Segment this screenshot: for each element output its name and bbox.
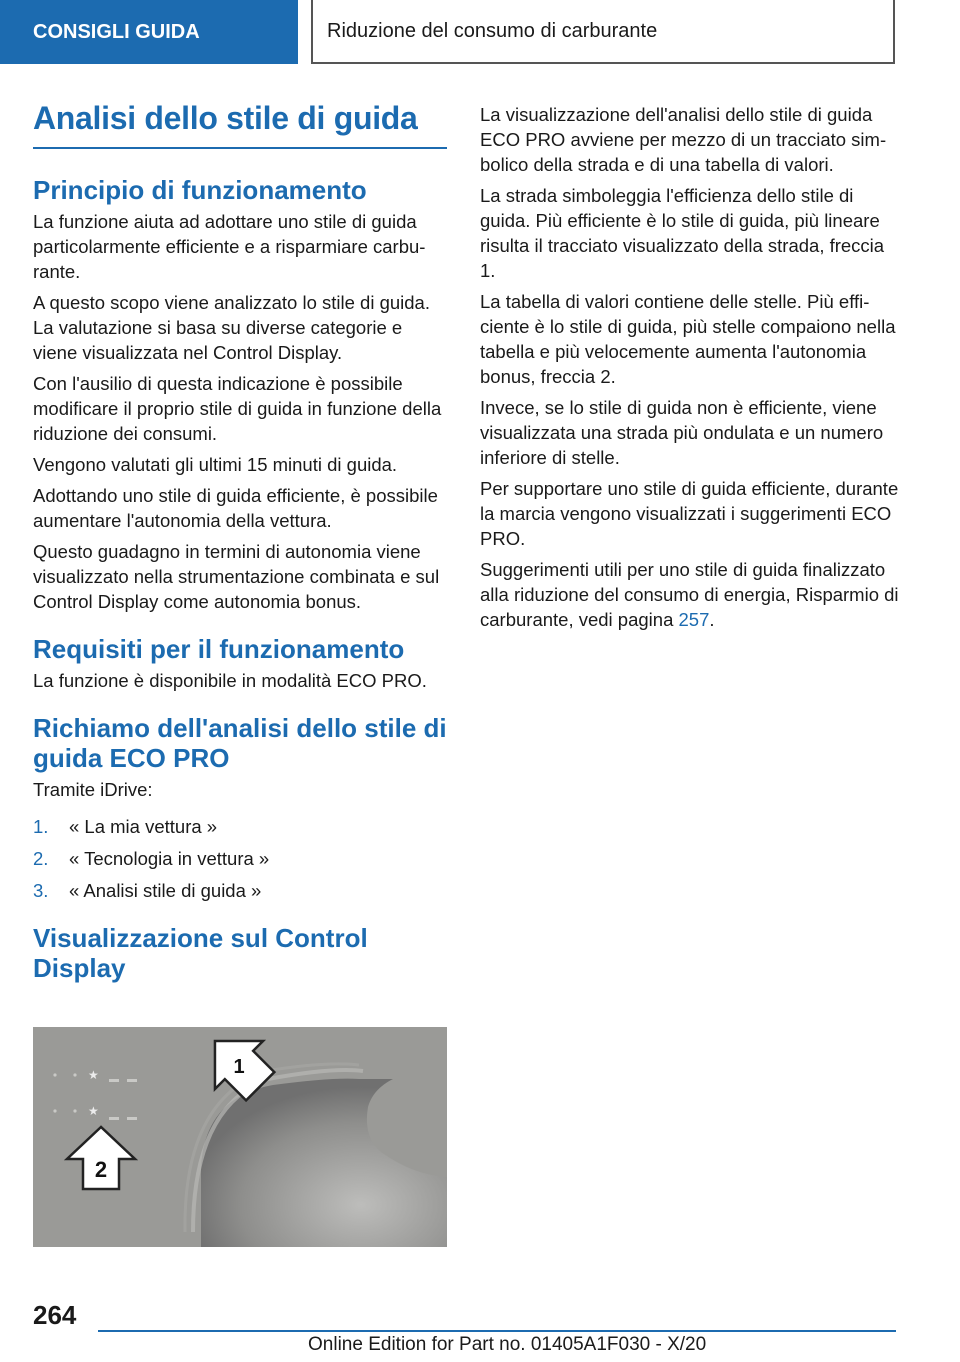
step-text: « La mia vettura » bbox=[69, 816, 218, 837]
step-number: 2. bbox=[33, 848, 49, 869]
paragraph: Con l'ausilio di questa indicazione è possibile modificare il proprio stile di guida in funzione della riduzione dei consumi. bbox=[33, 373, 442, 444]
list-item bbox=[33, 814, 447, 839]
heading-recall: Richiamo dell'analisi dello stile di guida ECO PRO bbox=[33, 713, 447, 773]
paragraph: Vengono valutati gli ultimi 15 minuti di guida. bbox=[33, 454, 398, 475]
right-column bbox=[480, 102, 900, 632]
page-number: 264 bbox=[33, 1300, 77, 1330]
svg-text:★: ★ bbox=[88, 1104, 99, 1118]
section-tab: CONSIGLI GUIDA bbox=[0, 0, 298, 64]
svg-text:★: ★ bbox=[88, 1068, 99, 1082]
idrive-steps bbox=[33, 814, 447, 903]
chapter-title: Riduzione del consumo di carburante bbox=[311, 0, 895, 64]
paragraph bbox=[480, 557, 900, 632]
paragraph-text: Suggerimenti utili per uno stile di guida finalizzato alla riduzione del consumo di energia, Risparmio di carburante, vedi pagina bbox=[480, 559, 899, 630]
page-title: Analisi dello stile di guida bbox=[33, 100, 447, 149]
paragraph: Adottando uno stile di guida efficiente, è possibile aumentare l'autonomia della vettura. bbox=[33, 485, 438, 531]
heading-requirements: Requisiti per il funzionamento bbox=[33, 634, 405, 664]
left-column bbox=[33, 100, 447, 983]
svg-text:1: 1 bbox=[233, 1056, 245, 1078]
paragraph: Per supportare uno stile di guida efficiente, durante la marcia vengono visualizzati i suggerimenti ECO PRO. bbox=[480, 478, 899, 549]
step-text: « Tecnologia in vettura » bbox=[69, 848, 270, 869]
paragraph: Invece, se lo stile di guida non è efficiente, viene visualizzata una strada più ondulata e un numero inferiore di stelle. bbox=[480, 397, 884, 468]
heading-display: Visualizzazione sul Control Display bbox=[33, 923, 368, 983]
svg-text:2: 2 bbox=[94, 1157, 108, 1182]
paragraph: Tramite iDrive: bbox=[33, 779, 153, 800]
page-reference-link[interactable]: 257 bbox=[678, 609, 710, 630]
paragraph: La visualizzazione dell'analisi dello stile di guida ECO PRO avviene per mezzo di un tracciato simbolico della strada e di una tabella di valori. bbox=[480, 104, 887, 175]
list-item bbox=[33, 846, 447, 871]
step-number: 3. bbox=[33, 880, 49, 901]
paragraph: La funzione aiuta ad adottare uno stile di guida particolarmente efficiente e a risparmiare carburante. bbox=[33, 211, 426, 282]
heading-principle: Principio di funzionamento bbox=[33, 175, 367, 205]
footer-divider bbox=[98, 1330, 896, 1332]
paragraph: A questo scopo viene analizzato lo stile di guida. La valutazione si basa su diverse categorie e viene visualizzata nel Control Display. bbox=[33, 292, 430, 363]
paragraph: La strada simboleggia l'efficienza dello stile di guida. Più efficiente è lo stile di guida, più lineare risulta il tracciato visualizzato della strada, freccia 1. bbox=[480, 185, 885, 281]
step-text: « Analisi stile di guida » bbox=[69, 880, 262, 901]
eco-pro-display-figure bbox=[33, 1027, 447, 1247]
paragraph: La funzione è disponibile in modalità ECO PRO. bbox=[33, 670, 427, 691]
footer-edition: Online Edition for Part no. 01405A1F030 - X/20 bbox=[308, 1334, 707, 1355]
list-item bbox=[33, 878, 447, 903]
paragraph-end: . bbox=[709, 609, 715, 630]
step-number: 1. bbox=[33, 816, 49, 837]
paragraph: La tabella di valori contiene delle stelle. Più efficiente è lo stile di guida, più stelle compaiono nella tabella e più velocemente aumenta l'autonomia bonus, freccia 2. bbox=[480, 291, 896, 387]
paragraph: Questo guadagno in termini di autonomia viene visualizzato nella strumentazione combinata e sul Control Display come autonomia bonus. bbox=[33, 541, 440, 612]
